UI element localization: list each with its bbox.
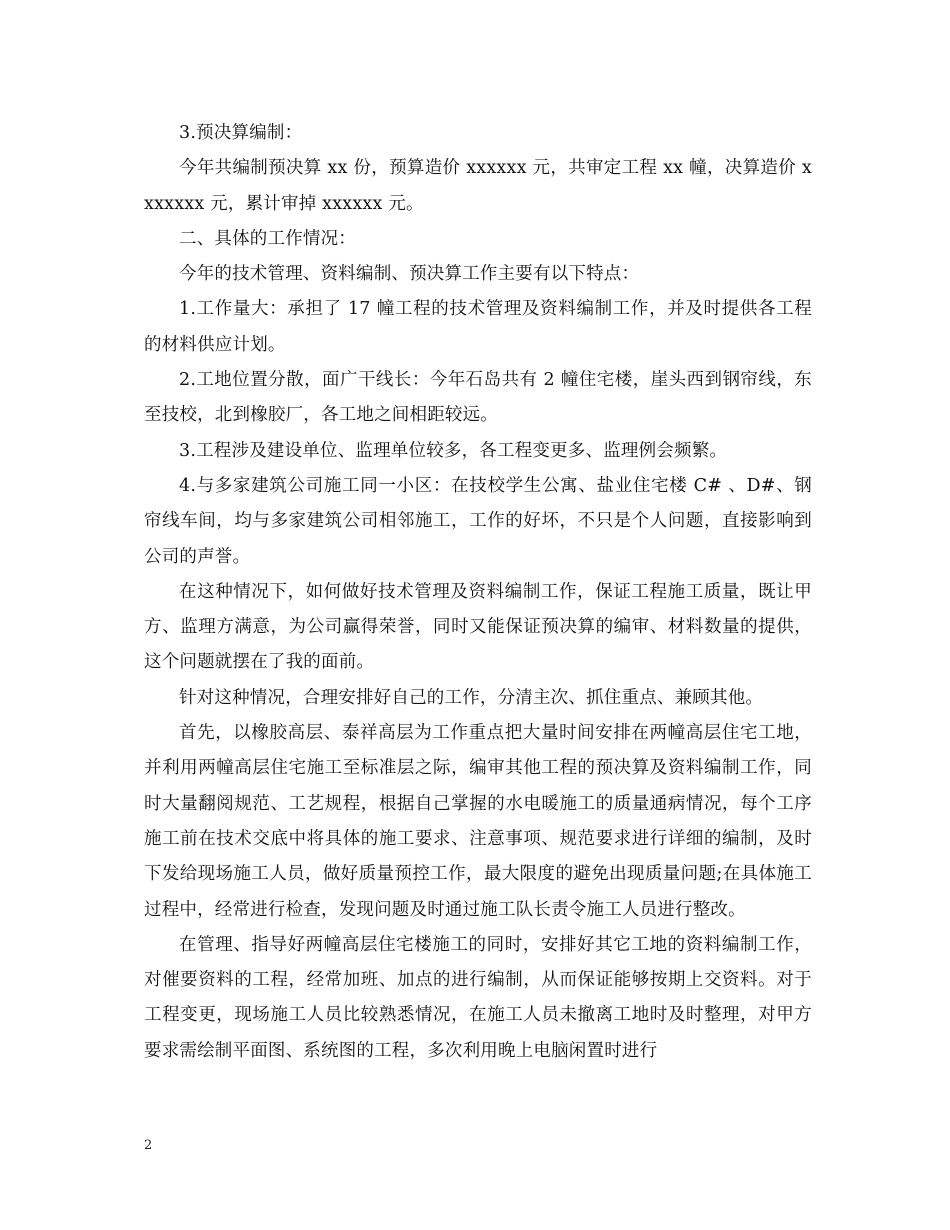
- paragraph-approach: 针对这种情况，合理安排好自己的工作，分清主次、抓住重点、兼顾其他。: [179, 687, 764, 708]
- page-number: 2: [144, 1138, 153, 1153]
- paragraph-section-heading: 二、具体的工作情况：: [179, 228, 356, 249]
- paragraph-first-step: 首先，以橡胶高层、泰祥高层为工作重点把大量时间安排在两幢高层住宅工地，并利用两幢高层住宅施工至标准层之际，编审其他工程的预决算及资料编制工作，同时大量翻阅规范、工艺规程，根据自己掌握的水电暖施工的质量通病情况，每个工序施工前在技术交底中将具体的施工要求、注意事项、规范要求进行详细的编制，及时下发给现场施工人员，做好质量预控工作，最大限度的避免出现质量问题;在具体施工过程中，经常进行检查，发现问题及时通过施工队长责令施工人员进行整改。: [144, 723, 812, 920]
- paragraph-budget-summary: 今年共编制预决算 xx 份，预算造价 xxxxxx 元，共审定工程 xx 幢，决算造价 xxxxxxx 元，累计审掉 xxxxxx 元。: [144, 158, 812, 214]
- paragraph-feature-4: 4.与多家建筑公司施工同一小区：在技校学生公寓、盐业住宅楼 C# 、D#、钢帘线车间，均与多家建筑公司相邻施工，工作的好坏，不只是个人问题，直接影响到公司的声誉。: [144, 475, 812, 567]
- paragraph-management: 在管理、指导好两幢高层住宅楼施工的同时，安排好其它工地的资料编制工作，对催要资料的工程，经常加班、加点的进行编制，从而保证能够按期上交资料。对于工程变更，现场施工人员比较熟悉情况，在施工人员未撤离工地时及时整理，对甲方要求需绘制平面图、系统图的工程，多次利用晚上电脑闲置时进行: [144, 934, 812, 1061]
- paragraph-budget-heading: 3.预决算编制：: [179, 123, 303, 143]
- document-body: [144, 116, 812, 1069]
- paragraph-features-intro: 今年的技术管理、资料编制、预决算工作主要有以下特点：: [179, 264, 640, 285]
- paragraph-feature-3: 3.工程涉及建设单位、监理单位较多，各工程变更多、监理例会频繁。: [179, 440, 728, 461]
- paragraph-feature-2: 2.工地位置分散，面广干线长：今年石岛共有 2 幢住宅楼，崖头西到钢帘线，东至技校，北到橡胶厂，各工地之间相距较远。: [144, 370, 812, 426]
- paragraph-situation: 在这种情况下，如何做好技术管理及资料编制工作，保证工程施工质量，既让甲方、监理方满意，为公司赢得荣誉，同时又能保证预决算的编审、材料数量的提供，这个问题就摆在了我的面前。: [144, 581, 812, 673]
- paragraph-feature-1: 1.工作量大：承担了 17 幢工程的技术管理及资料编制工作，并及时提供各工程的材料供应计划。: [144, 299, 812, 355]
